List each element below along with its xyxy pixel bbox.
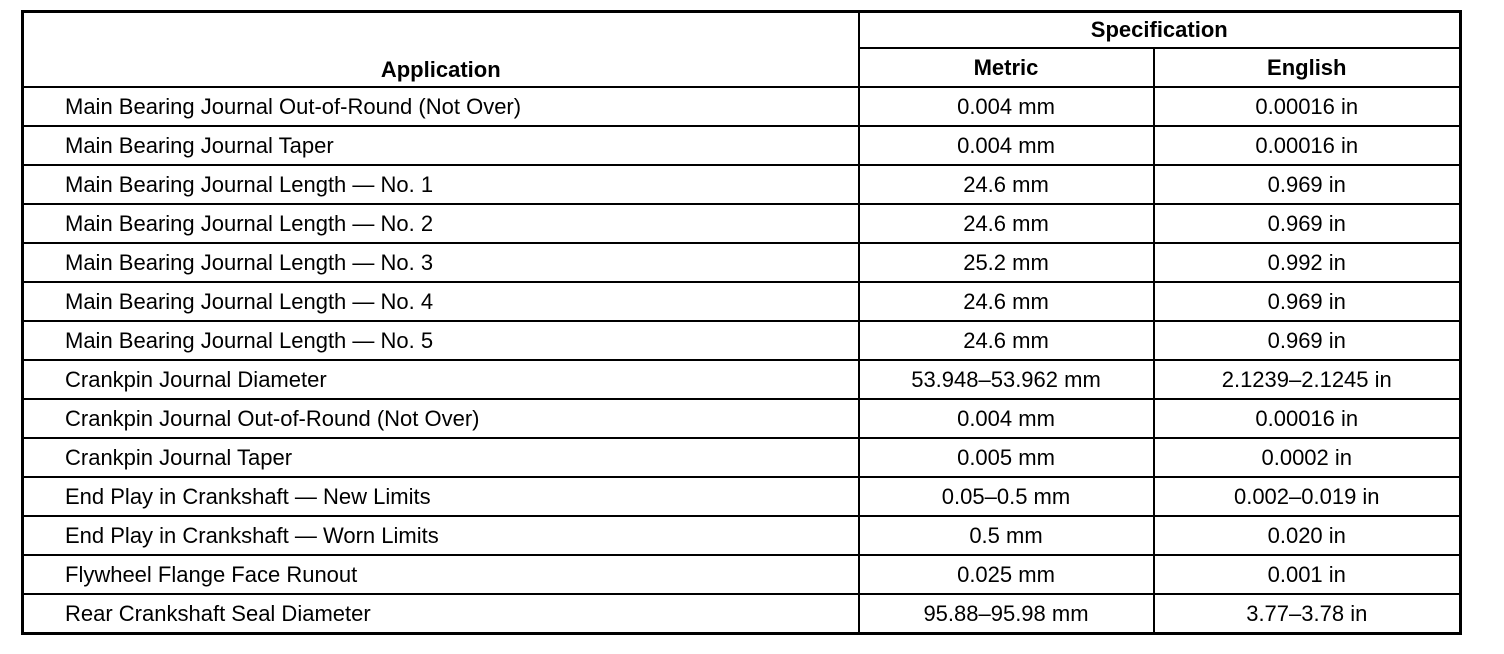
english-cell: 0.001 in bbox=[1154, 555, 1461, 594]
metric-cell: 24.6 mm bbox=[859, 204, 1154, 243]
table-row bbox=[23, 477, 1461, 516]
metric-cell: 24.6 mm bbox=[859, 282, 1154, 321]
application-cell: Crankpin Journal Out-of-Round (Not Over) bbox=[23, 399, 859, 438]
metric-column-header: Metric bbox=[859, 48, 1154, 87]
table-row bbox=[23, 165, 1461, 204]
english-cell: 0.00016 in bbox=[1154, 399, 1461, 438]
english-cell: 0.00016 in bbox=[1154, 126, 1461, 165]
application-cell: Rear Crankshaft Seal Diameter bbox=[23, 594, 859, 634]
english-cell: 2.1239–2.1245 in bbox=[1154, 360, 1461, 399]
application-cell: Main Bearing Journal Length — No. 4 bbox=[23, 282, 859, 321]
metric-cell: 24.6 mm bbox=[859, 165, 1154, 204]
metric-cell: 0.025 mm bbox=[859, 555, 1154, 594]
metric-cell: 0.05–0.5 mm bbox=[859, 477, 1154, 516]
metric-cell: 95.88–95.98 mm bbox=[859, 594, 1154, 634]
english-cell: 0.0002 in bbox=[1154, 438, 1461, 477]
english-cell: 0.020 in bbox=[1154, 516, 1461, 555]
application-cell: Main Bearing Journal Length — No. 2 bbox=[23, 204, 859, 243]
table-row bbox=[23, 87, 1461, 126]
specification-table bbox=[21, 10, 1462, 635]
specification-column-header: Specification bbox=[859, 12, 1461, 49]
english-cell: 0.992 in bbox=[1154, 243, 1461, 282]
application-cell: Crankpin Journal Diameter bbox=[23, 360, 859, 399]
application-cell: Main Bearing Journal Length — No. 1 bbox=[23, 165, 859, 204]
table-row bbox=[23, 126, 1461, 165]
table-row bbox=[23, 243, 1461, 282]
table-row bbox=[23, 594, 1461, 634]
application-cell: End Play in Crankshaft — Worn Limits bbox=[23, 516, 859, 555]
metric-cell: 53.948–53.962 mm bbox=[859, 360, 1154, 399]
table-row bbox=[23, 516, 1461, 555]
english-cell: 0.969 in bbox=[1154, 282, 1461, 321]
metric-cell: 0.004 mm bbox=[859, 126, 1154, 165]
english-cell: 0.969 in bbox=[1154, 204, 1461, 243]
table-row bbox=[23, 204, 1461, 243]
table-row bbox=[23, 438, 1461, 477]
application-cell: End Play in Crankshaft — New Limits bbox=[23, 477, 859, 516]
english-cell: 0.002–0.019 in bbox=[1154, 477, 1461, 516]
english-column-header: English bbox=[1154, 48, 1461, 87]
english-cell: 0.969 in bbox=[1154, 165, 1461, 204]
table-row bbox=[23, 360, 1461, 399]
metric-cell: 0.005 mm bbox=[859, 438, 1154, 477]
application-cell: Main Bearing Journal Taper bbox=[23, 126, 859, 165]
table-row bbox=[23, 555, 1461, 594]
application-cell: Main Bearing Journal Length — No. 3 bbox=[23, 243, 859, 282]
table-row bbox=[23, 321, 1461, 360]
metric-cell: 0.004 mm bbox=[859, 399, 1154, 438]
metric-cell: 24.6 mm bbox=[859, 321, 1154, 360]
english-cell: 0.00016 in bbox=[1154, 87, 1461, 126]
application-cell: Main Bearing Journal Out-of-Round (Not Over) bbox=[23, 87, 859, 126]
metric-cell: 0.5 mm bbox=[859, 516, 1154, 555]
table-row bbox=[23, 282, 1461, 321]
application-column-header: Application bbox=[23, 12, 859, 88]
application-cell: Main Bearing Journal Length — No. 5 bbox=[23, 321, 859, 360]
table-row bbox=[23, 399, 1461, 438]
table-header bbox=[23, 12, 1461, 88]
metric-cell: 0.004 mm bbox=[859, 87, 1154, 126]
english-cell: 0.969 in bbox=[1154, 321, 1461, 360]
header-row-top bbox=[23, 12, 1461, 49]
english-cell: 3.77–3.78 in bbox=[1154, 594, 1461, 634]
application-cell: Flywheel Flange Face Runout bbox=[23, 555, 859, 594]
metric-cell: 25.2 mm bbox=[859, 243, 1154, 282]
application-cell: Crankpin Journal Taper bbox=[23, 438, 859, 477]
table-body bbox=[23, 87, 1461, 634]
